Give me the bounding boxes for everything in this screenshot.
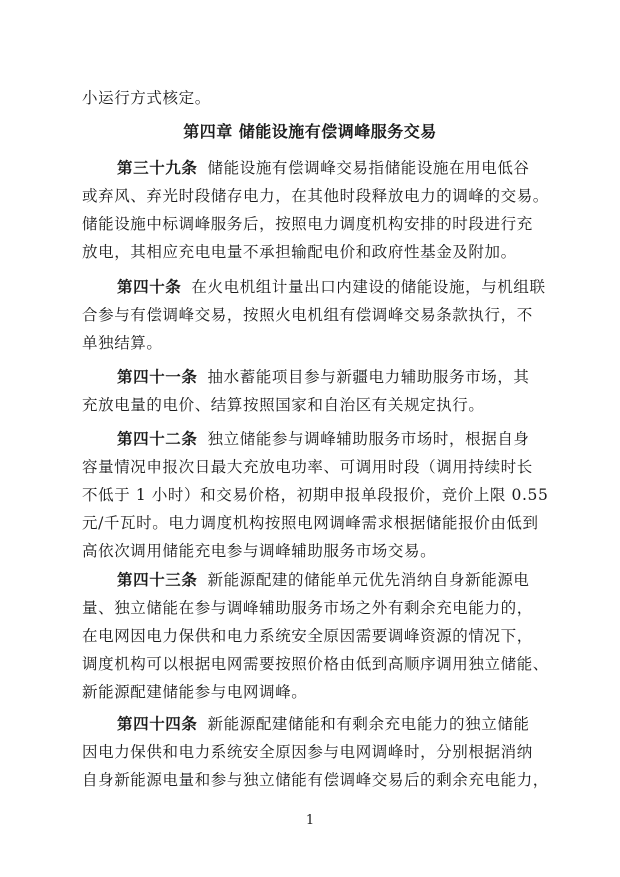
article-42-line-2: 容量情况申报次日最大充放电功率、可调用时段（调用持续时长 [82, 458, 533, 476]
article-42-line-3: 不低于 1 小时）和交易价格，初期申报单段报价，竞价上限 0.55 [82, 486, 549, 504]
article-40-line-2: 合参与有偿调峰交易，按照火电机组有偿调峰交易条款执行，不 [82, 306, 533, 324]
article-44-line-1: 第四十四条 新能源配建储能和有剩余充电能力的独立储能 [117, 714, 530, 733]
article-43-line-2: 量、独立储能在参与调峰辅助服务市场之外有剩余充电能力的， [82, 599, 533, 617]
article-number: 第四十一条 [117, 367, 198, 386]
intro-line: 小运行方式核定。 [82, 89, 211, 107]
article-number: 第四十三条 [117, 570, 198, 589]
article-number: 第三十九条 [117, 158, 198, 177]
article-42-line-4: 元/千瓦时。电力调度机构按照电网调峰需求根据储能报价由低到 [82, 514, 539, 532]
article-42-line-1: 第四十二条 独立储能参与调峰辅助服务市场时，根据自身 [117, 429, 530, 448]
article-40-line-1: 第四十条 在火电机组计量出口内建设的储能设施，与机组联 [117, 277, 546, 296]
article-44-line-2: 因电力保供和电力系统安全原因参与电网调峰时，分别根据消纳 [82, 743, 533, 761]
article-43-line-1: 第四十三条 新能源配建的储能单元优先消纳自身新能源电 [117, 570, 530, 589]
page-number: 1 [305, 813, 315, 828]
article-44-line-3: 自身新能源电量和参与独立储能有偿调峰交易后的剩余充电能力， [82, 771, 549, 789]
article-39-line-1: 第三十九条 储能设施有偿调峰交易指储能设施在用电低谷 [117, 158, 530, 177]
article-43-line-5: 新能源配建储能参与电网调峰。 [82, 683, 308, 701]
article-39-line-4: 放电，其相应充电电量不承担输配电价和政府性基金及附加。 [82, 243, 517, 261]
article-39-line-3: 储能设施中标调峰服务后，按照电力调度机构安排的时段进行充 [82, 215, 533, 233]
article-42-line-5: 高依次调用储能充电参与调峰辅助服务市场交易。 [82, 542, 437, 560]
article-number: 第四十四条 [117, 714, 198, 733]
article-40-line-3: 单独结算。 [82, 334, 163, 352]
article-number: 第四十二条 [117, 429, 198, 448]
chapter-heading: 第四章 储能设施有偿调峰服务交易 [183, 122, 437, 141]
article-43-line-3: 在电网因电力保供和电力系统安全原因需要调峰资源的情况下， [82, 627, 533, 645]
article-39-line-2: 或弃风、弃光时段储存电力，在其他时段释放电力的调峰的交易。 [82, 187, 549, 205]
article-43-line-4: 调度机构可以根据电网需要按照价格由低到高顺序调用独立储能、 [82, 655, 549, 673]
article-number: 第四十条 [117, 277, 182, 296]
article-41-line-2: 充放电量的电价、结算按照国家和自治区有关规定执行。 [82, 396, 485, 414]
article-41-line-1: 第四十一条 抽水蓄能项目参与新疆电力辅助服务市场，其 [117, 367, 530, 386]
